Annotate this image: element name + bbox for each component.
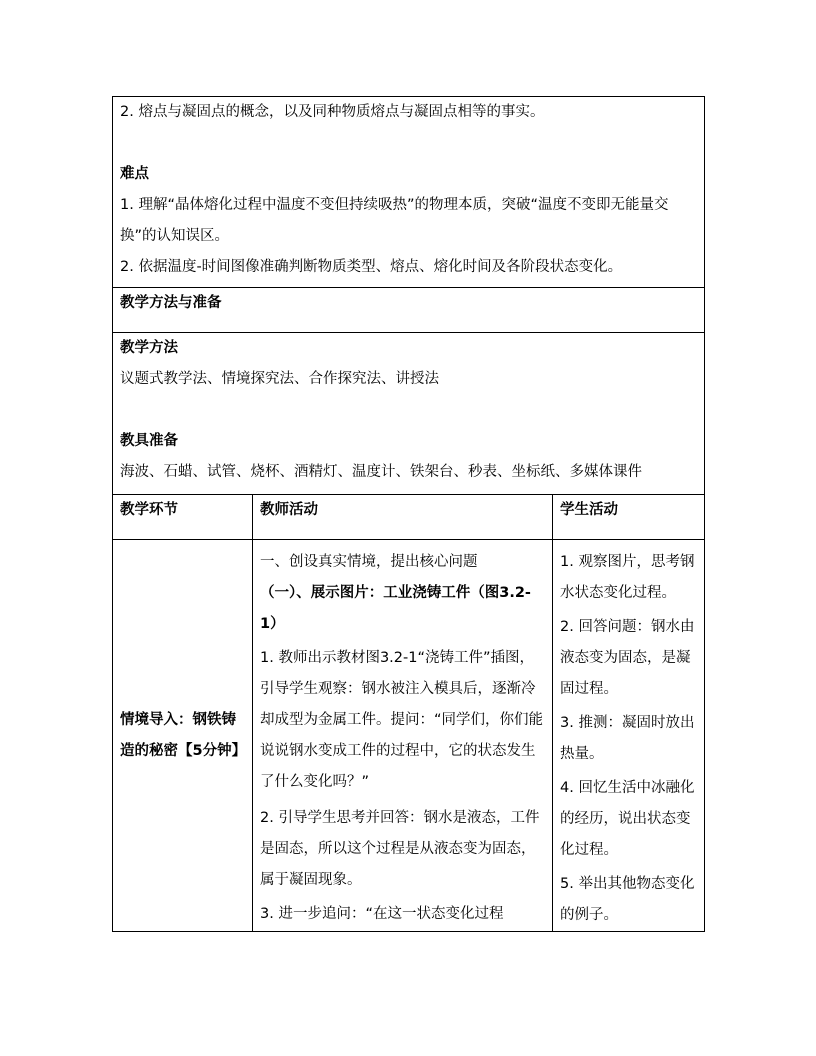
methods-heading: 教学方法 — [120, 340, 178, 356]
tools-text: 海波、石蜡、试管、烧杯、酒精灯、温度计、铁架台、秒表、坐标纸、多媒体课件 — [120, 464, 642, 480]
header-stage: 教学环节 — [113, 495, 253, 540]
process-header-row — [113, 495, 705, 540]
stage-cell — [113, 540, 253, 932]
header-teacher: 教师活动 — [253, 495, 553, 540]
methods-text: 议题式教学法、情境探究法、合作探究法、讲授法 — [120, 371, 439, 387]
difficulty-2: 2. 依据温度-时间图像准确判断物质类型、熔点、熔化时间及各阶段状态变化。 — [120, 259, 623, 275]
key-point-2: 2. 熔点与凝固点的概念，以及同种物质熔点与凝固点相等的事实。 — [120, 104, 545, 120]
student-item-2: 2. 回答问题：钢水由液态变为固态，是凝固过程。 — [560, 619, 695, 697]
header-student: 学生活动 — [553, 495, 705, 540]
stage-label: 情境导入：钢铁铸造的秘密【5分钟】 — [120, 711, 247, 759]
process-row — [113, 540, 705, 932]
student-item-3: 3. 推测：凝固时放出热量。 — [560, 715, 695, 762]
methods-section-row — [113, 288, 705, 333]
student-item-1: 1. 观察图片，思考钢水状态变化过程。 — [560, 554, 695, 601]
student-item-5: 5. 举出其他物态变化的例子。 — [560, 876, 695, 923]
teacher-step-2: 2. 引导学生思考并回答：钢水是液态，工件是固态，所以这个过程是从液态变为固态，属于凝固现象。 — [260, 810, 540, 888]
spacer — [120, 395, 698, 426]
methods-cell — [113, 333, 705, 495]
methods-row — [113, 333, 705, 495]
teacher-step-1: 1. 教师出示教材图3.2-1“浇铸工件”插图，引导学生观察：钢水被注入模具后，逐渐冷却成型为金属工件。提问：“同学们，你们能说说钢水变成工件的过程中，它的状态发生了什么变化吗？” — [260, 650, 544, 790]
difficulty-heading: 难点 — [120, 166, 149, 182]
teacher-step-3: 3. 进一步追问：“在这一状态变化过程 — [260, 906, 504, 922]
focus-row — [113, 97, 705, 288]
student-cell — [553, 540, 705, 932]
tools-heading: 教具准备 — [120, 433, 178, 449]
difficulty-1: 1. 理解“晶体熔化过程中温度不变但持续吸热”的物理本质，突破“温度不变即无能量交换”的认知误区。 — [120, 197, 669, 244]
teacher-subheading: （一）、展示图片：工业浇铸工件（图3.2-1） — [260, 585, 531, 632]
methods-section-title: 教学方法与准备 — [120, 295, 222, 311]
methods-section-cell — [113, 288, 705, 333]
teacher-heading: 一、创设真实情境，提出核心问题 — [260, 554, 478, 570]
student-item-4: 4. 回忆生活中冰融化的经历，说出状态变化过程。 — [560, 780, 695, 858]
lesson-plan-table — [112, 96, 705, 932]
teacher-cell — [253, 540, 553, 932]
spacer — [120, 128, 698, 159]
focus-cell — [113, 97, 705, 288]
